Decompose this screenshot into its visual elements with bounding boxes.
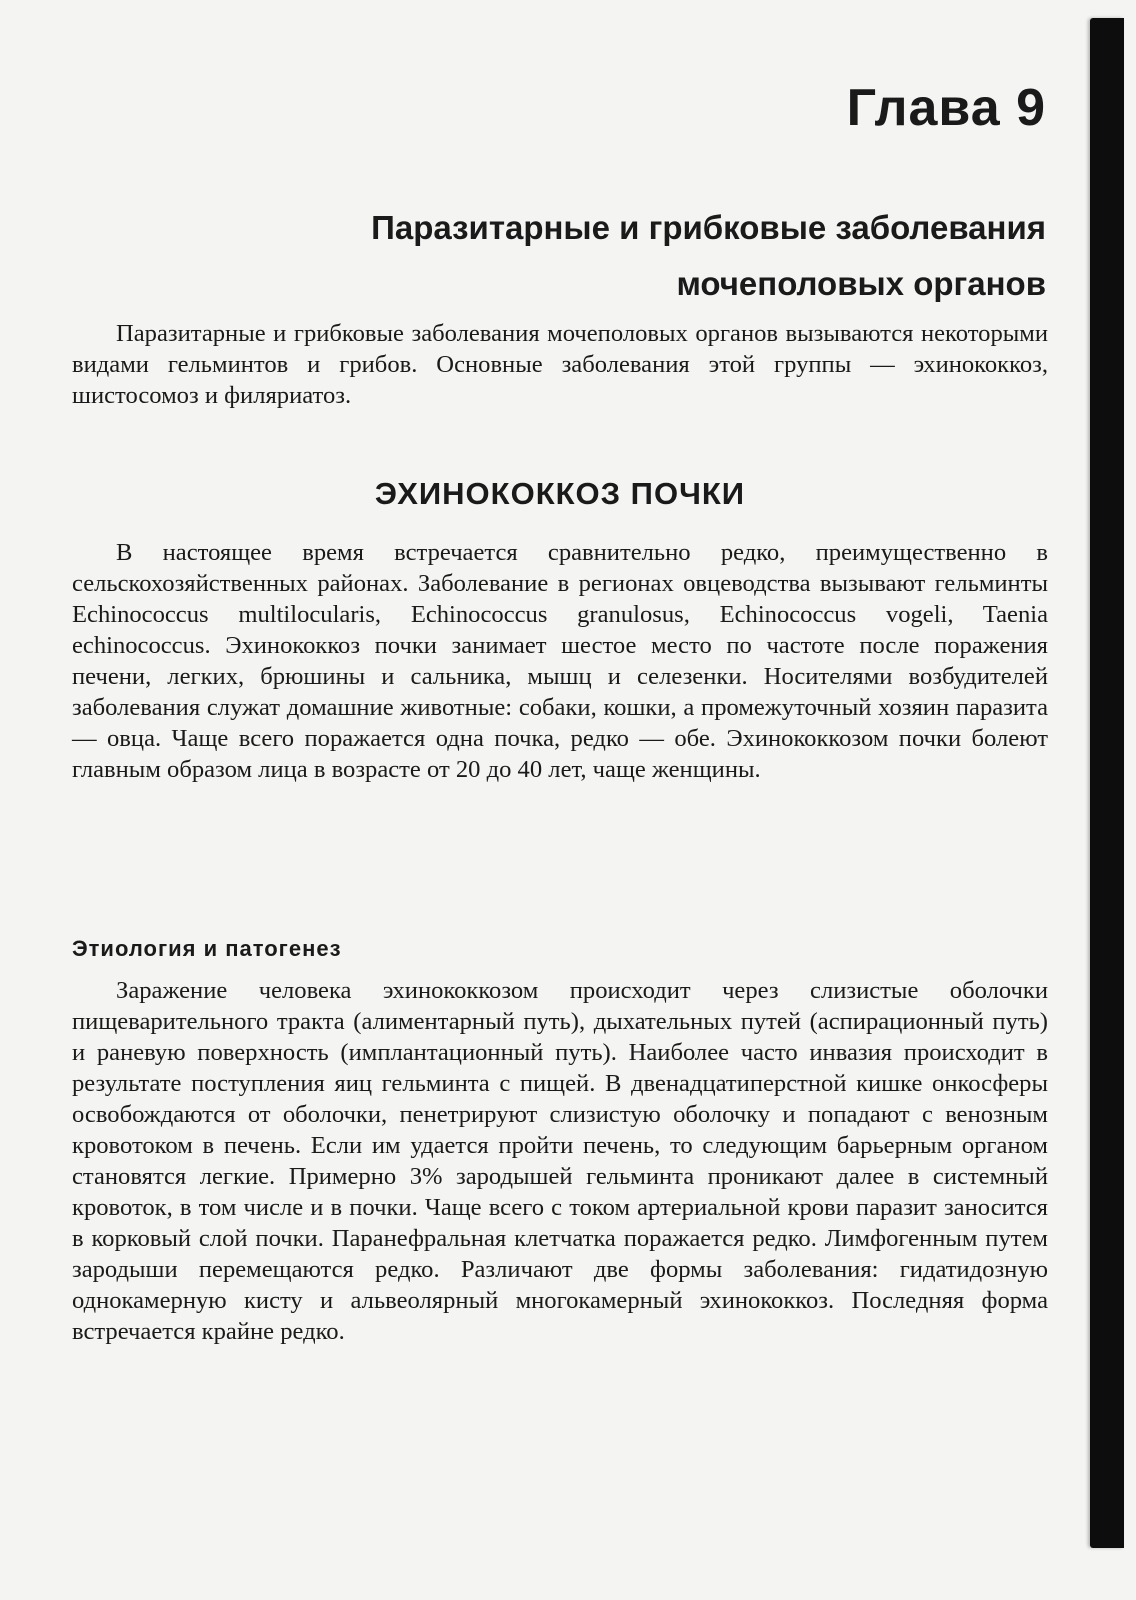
intro-paragraph: Паразитарные и грибковые заболевания мочеполовых органов вызываются некоторыми видами гельминтов и грибов. Основные заболевания этой группы — эхинококкоз, шистосомоз и филяриатоз.: [72, 320, 1048, 409]
section-title: ЭХИНОКОККОЗ ПОЧКИ: [374, 476, 746, 511]
page-edge-shadow: [1090, 18, 1124, 1548]
chapter-title: [86, 200, 1046, 312]
chapter-title-line-1: Паразитарные и грибковые заболевания: [371, 209, 1046, 246]
chapter-label: Глава 9: [846, 79, 1046, 137]
subsection-paragraph: Заражение человека эхинококкозом происходит через слизистые оболочки пищеварительного тракта (алиментарный путь), дыхательных путей (аспирационный путь) и раневую поверхность (имплантационный путь). Наиболее часто инвазия происходит в результате поступления яиц гельминта с пищей. В двенадцатиперстной кишке онкосферы освобождаются от оболочки, пенетрируют слизистую оболочку и попадают с венозным кровотоком в печень. Если им удается пройти печень, то следующим барьерным органом становятся легкие. Примерно 3% зародышей гельминта проникают далее в системный кровоток, в том числе и в почки. Чаще всего с током артериальной крови паразит заносится в корковый слой почки. Паранефральная клетчатка поражается редко. Лимфогенным путем зародыши перемещаются редко. Различают две формы заболевания: гидатидозную однокамерную кисту и альвеолярный многокамерный эхинококкоз. Последняя форма встречается крайне редко.: [72, 977, 1048, 1345]
section-paragraph: В настоящее время встречается сравнительно редко, преимущественно в сельскохозяйственных районах. Заболевание в регионах овцеводства вызывают гельминты Echinococcus multilocularis, Echinococcus granulosus, Echinococcus vogeli, Taenia echinococcus. Эхинококкоз почки занимает шестое место по частоте после поражения печени, легких, брюшины и сальника, мышц и селезенки. Носителями возбудителей заболевания служат домашние животные: собаки, кошки, а промежуточный хозяин паразита — овца. Чаще всего поражается одна почка, редко — обе. Эхинококкозом почки болеют главным образом лица в возрасте от 20 до 40 лет, чаще женщины.: [72, 539, 1048, 783]
chapter-title-line-2: мочеполовых органов: [676, 265, 1046, 302]
subsection-title: Этиология и патогенез: [72, 936, 342, 961]
